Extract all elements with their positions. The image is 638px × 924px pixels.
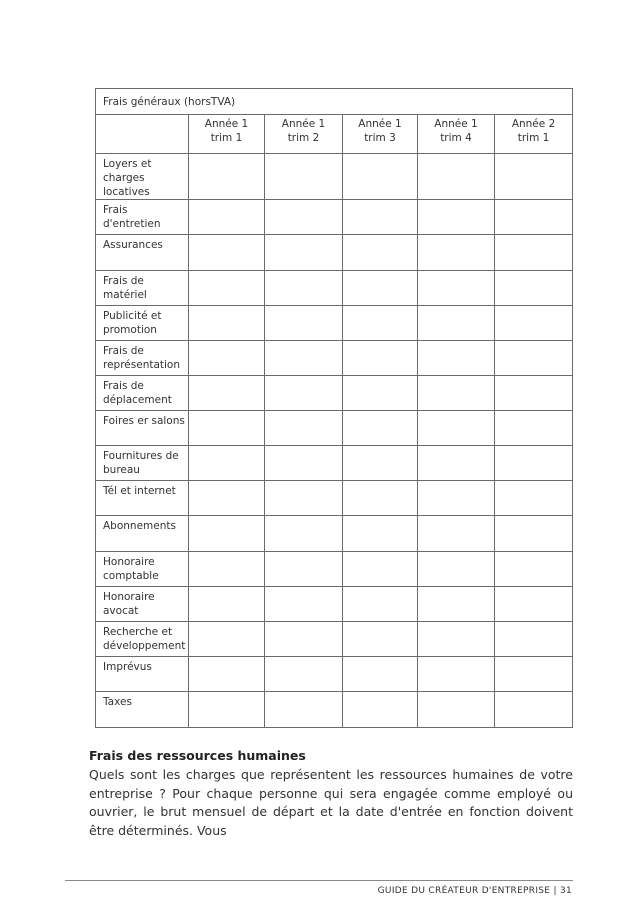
footer-page-label: GUIDE DU CRÉATEUR D'ENTREPRISE | 31 <box>377 886 572 896</box>
input-cell <box>189 376 265 411</box>
input-cell <box>418 692 495 728</box>
table-row <box>96 657 573 692</box>
input-cell <box>189 516 265 552</box>
input-cell <box>418 587 495 622</box>
column-header-quarter: trim 1 <box>210 132 243 144</box>
input-cell <box>343 481 418 516</box>
section-body-text: Quels sont les charges que représentent les ressources humaines de votre entreprise ? Pour chaque personne qui sera engagée comme employé ou ouvrier, le brut mensuel de départ et la date d'entrée en fonction doivent être déterminés. Vous <box>89 767 573 838</box>
table-row <box>96 341 573 376</box>
input-cell <box>418 306 495 341</box>
input-cell <box>265 235 343 271</box>
row-label: Honoraire comptable <box>96 552 189 587</box>
input-cell <box>189 411 265 446</box>
input-cell <box>343 271 418 306</box>
input-cell <box>265 622 343 657</box>
table-row <box>96 481 573 516</box>
row-label: Publicité et promotion <box>96 306 189 341</box>
input-cell <box>265 376 343 411</box>
input-cell <box>343 154 418 200</box>
table-row <box>96 235 573 271</box>
column-header <box>495 115 573 154</box>
general-costs-table <box>95 88 573 728</box>
row-label: Taxes <box>96 692 189 728</box>
input-cell <box>418 481 495 516</box>
table-row <box>96 200 573 235</box>
table-row <box>96 154 573 200</box>
table-row <box>96 622 573 657</box>
row-label: Honoraire avocat <box>96 587 189 622</box>
table-body <box>96 154 573 728</box>
input-cell <box>418 271 495 306</box>
input-cell <box>495 692 573 728</box>
column-header-year: Année 2 <box>511 118 556 130</box>
input-cell <box>189 552 265 587</box>
input-cell <box>265 306 343 341</box>
column-header <box>418 115 495 154</box>
input-cell <box>418 552 495 587</box>
input-cell <box>265 411 343 446</box>
table-row <box>96 376 573 411</box>
input-cell <box>343 446 418 481</box>
table-title: Frais généraux (horsTVA) <box>96 89 573 115</box>
input-cell <box>343 306 418 341</box>
input-cell <box>495 516 573 552</box>
input-cell <box>265 154 343 200</box>
input-cell <box>265 552 343 587</box>
input-cell <box>418 446 495 481</box>
input-cell <box>343 411 418 446</box>
row-label: Assurances <box>96 235 189 271</box>
input-cell <box>495 376 573 411</box>
table-row <box>96 306 573 341</box>
column-header-year: Année 1 <box>358 118 402 130</box>
input-cell <box>265 341 343 376</box>
input-cell <box>495 446 573 481</box>
input-cell <box>418 341 495 376</box>
input-cell <box>418 411 495 446</box>
column-header-year: Année 1 <box>434 118 478 130</box>
column-header <box>265 115 343 154</box>
input-cell <box>343 692 418 728</box>
column-header-quarter: trim 2 <box>287 132 320 144</box>
input-cell <box>343 587 418 622</box>
input-cell <box>189 622 265 657</box>
section-heading: Frais des ressources humaines <box>89 748 306 763</box>
input-cell <box>265 481 343 516</box>
column-header-quarter: trim 4 <box>440 132 472 144</box>
input-cell <box>343 657 418 692</box>
input-cell <box>343 235 418 271</box>
column-header-year: Année 1 <box>281 118 326 130</box>
column-header-quarter: trim 3 <box>364 132 396 144</box>
input-cell <box>495 587 573 622</box>
input-cell <box>495 154 573 200</box>
row-label: Imprévus <box>96 657 189 692</box>
table-row <box>96 446 573 481</box>
row-label: Fournitures de bureau <box>96 446 189 481</box>
column-header-year: Année 1 <box>204 118 249 130</box>
table-row <box>96 411 573 446</box>
input-cell <box>189 446 265 481</box>
input-cell <box>265 692 343 728</box>
input-cell <box>189 692 265 728</box>
header-blank-cell <box>96 115 189 154</box>
input-cell <box>189 587 265 622</box>
input-cell <box>495 552 573 587</box>
input-cell <box>265 587 343 622</box>
input-cell <box>343 200 418 235</box>
input-cell <box>495 271 573 306</box>
input-cell <box>343 622 418 657</box>
table-row <box>96 692 573 728</box>
column-header-quarter: trim 1 <box>517 132 550 144</box>
input-cell <box>418 657 495 692</box>
row-label: Frais d'entretien <box>96 200 189 235</box>
input-cell <box>265 657 343 692</box>
row-label: Abonnements <box>96 516 189 552</box>
input-cell <box>418 516 495 552</box>
row-label: Loyers et charges locatives <box>96 154 189 200</box>
input-cell <box>418 376 495 411</box>
input-cell <box>265 446 343 481</box>
table-row <box>96 271 573 306</box>
table-row <box>96 552 573 587</box>
row-label: Foires er salons <box>96 411 189 446</box>
input-cell <box>189 200 265 235</box>
input-cell <box>495 481 573 516</box>
input-cell <box>189 657 265 692</box>
input-cell <box>495 235 573 271</box>
input-cell <box>418 622 495 657</box>
input-cell <box>343 516 418 552</box>
table-row <box>96 587 573 622</box>
input-cell <box>495 341 573 376</box>
input-cell <box>265 516 343 552</box>
input-cell <box>343 552 418 587</box>
input-cell <box>418 200 495 235</box>
table-row <box>96 516 573 552</box>
input-cell <box>418 235 495 271</box>
input-cell <box>189 341 265 376</box>
column-header <box>343 115 418 154</box>
input-cell <box>495 411 573 446</box>
input-cell <box>343 341 418 376</box>
input-cell <box>495 306 573 341</box>
input-cell <box>189 154 265 200</box>
input-cell <box>343 376 418 411</box>
input-cell <box>418 154 495 200</box>
column-header <box>189 115 265 154</box>
input-cell <box>189 271 265 306</box>
row-label: Recherche et développement <box>96 622 189 657</box>
input-cell <box>265 200 343 235</box>
input-cell <box>265 271 343 306</box>
input-cell <box>189 481 265 516</box>
row-label: Frais de matériel <box>96 271 189 306</box>
input-cell <box>495 622 573 657</box>
input-cell <box>495 200 573 235</box>
row-label: Frais de déplacement <box>96 376 189 411</box>
footer-divider <box>65 880 573 881</box>
input-cell <box>189 306 265 341</box>
row-label: Tél et internet <box>96 481 189 516</box>
input-cell <box>189 235 265 271</box>
row-label: Frais de représentation <box>96 341 189 376</box>
input-cell <box>495 657 573 692</box>
